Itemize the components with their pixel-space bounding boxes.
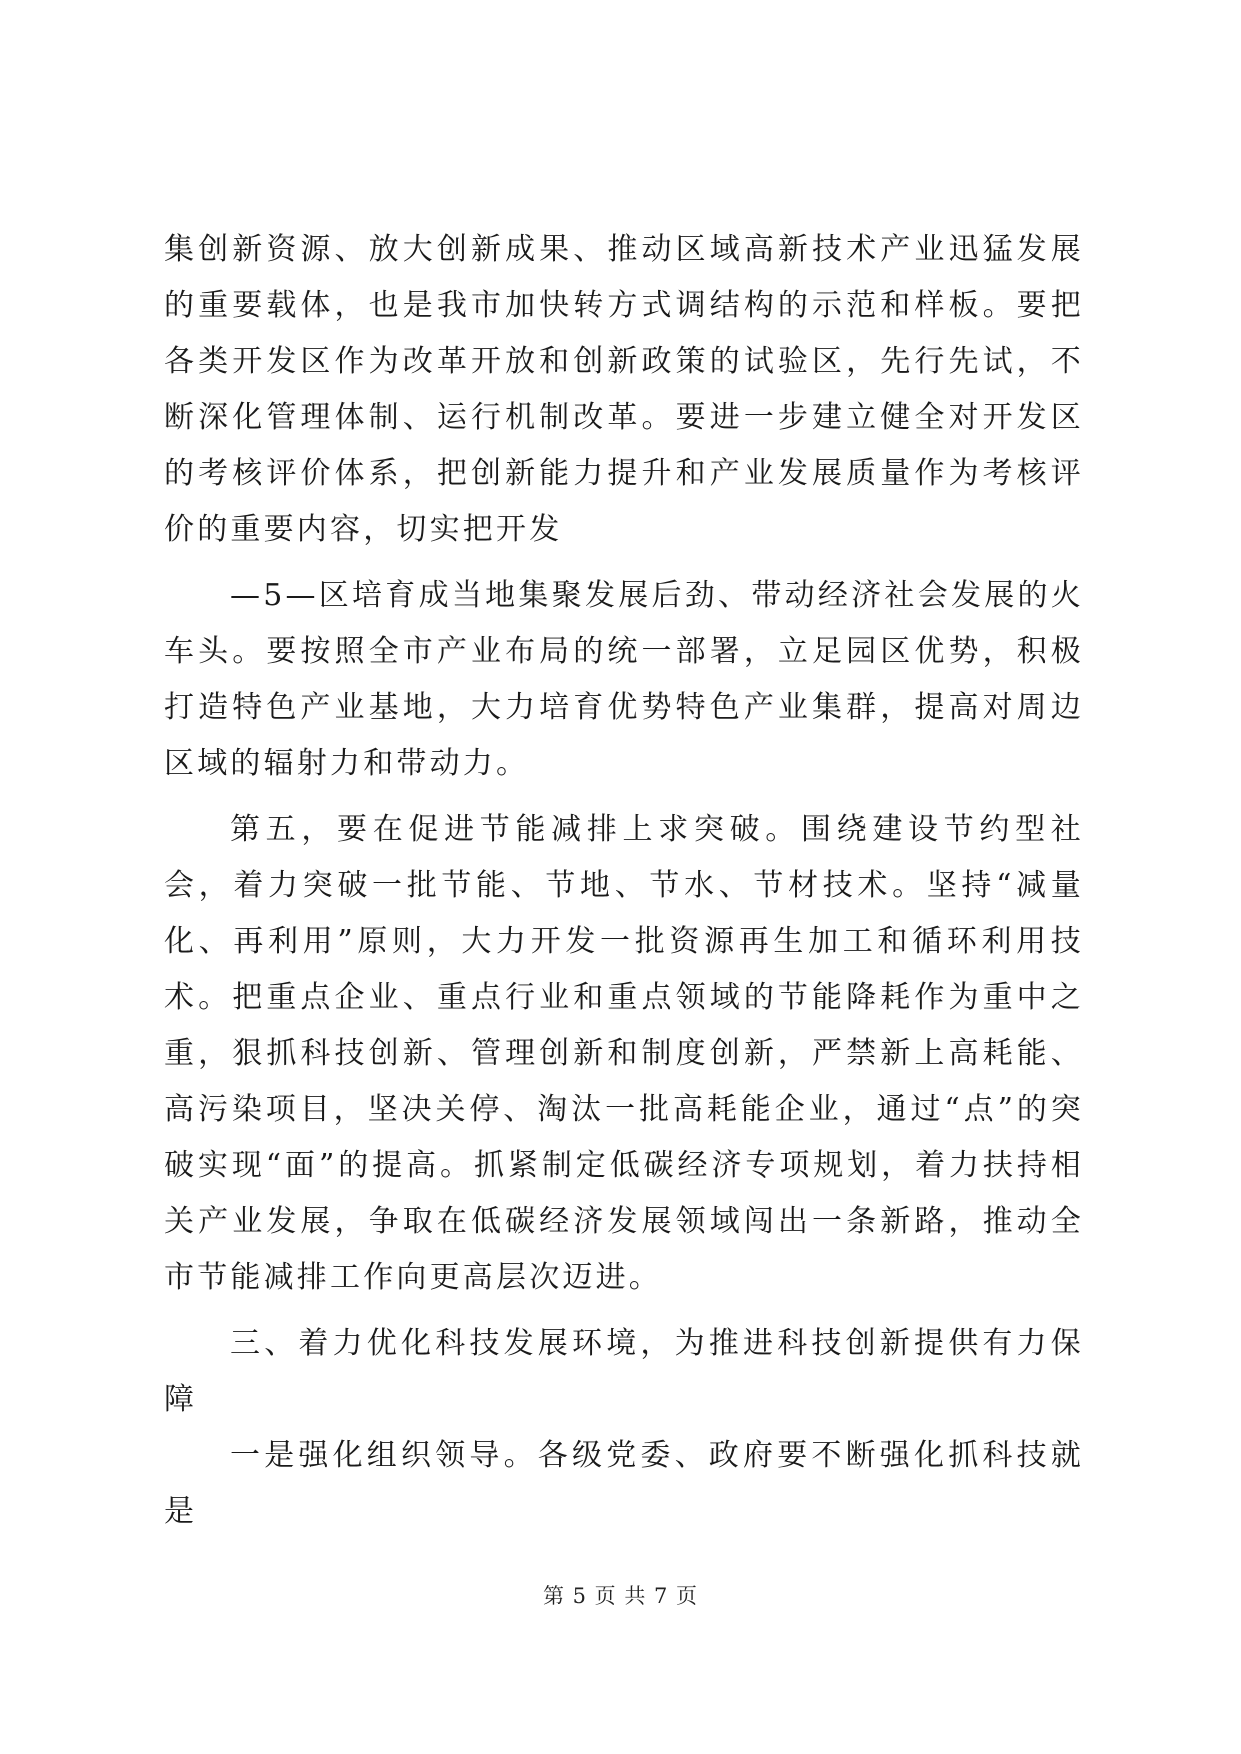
section-heading-three: 三、着力优化科技发展环境，为推进科技创新提供有力保障: [164, 1326, 1084, 1417]
page-number-footer: 第 5 页 共 7 页: [542, 1584, 699, 1608]
paragraph-organization: 一是强化组织领导。各级党委、政府要不断强化抓科技就是: [164, 1438, 1084, 1529]
paragraph-energy-saving: 第五，要在促进节能减排上求突破。围绕建设节约型社会，着力突破一批节能、节地、节水、节材技术。坚持“减量化、再利用”原则，大力开发一批资源再生加工和循环利用技术。把重点企业、重点行业和重点领域的节能降耗作为重中之重，狠抓科技创新、管理创新和制度创新，严禁新上高耗能、高污染项目，坚决关停、淘汰一批高耗能企业，通过“点”的突破实现“面”的提高。抓紧制定低碳经济专项规划，着力扶持相关产业发展，争取在低碳经济发展领域闯出一条新路，推动全市节能减排工作向更高层次迈进。: [164, 812, 1084, 1295]
document-body: [164, 222, 1084, 1540]
paragraph-continuation: 集创新资源、放大创新成果、推动区域高新技术产业迅猛发展的重要载体，也是我市加快转方式调结构的示范和样板。要把各类开发区作为改革开放和创新政策的试验区，先行先试，不断深化管理体制、运行机制改革。要进一步建立健全对开发区的考核评价体系，把创新能力提升和产业发展质量作为考核评价的重要内容，切实把开发: [164, 232, 1084, 547]
paragraph-page-break: —5—区培育成当地集聚发展后劲、带动经济社会发展的火车头。要按照全市产业布局的统一部署，立足园区优势，积极打造特色产业基地，大力培育优势特色产业集群，提高对周边区域的辐射力和带动力。: [164, 578, 1084, 781]
